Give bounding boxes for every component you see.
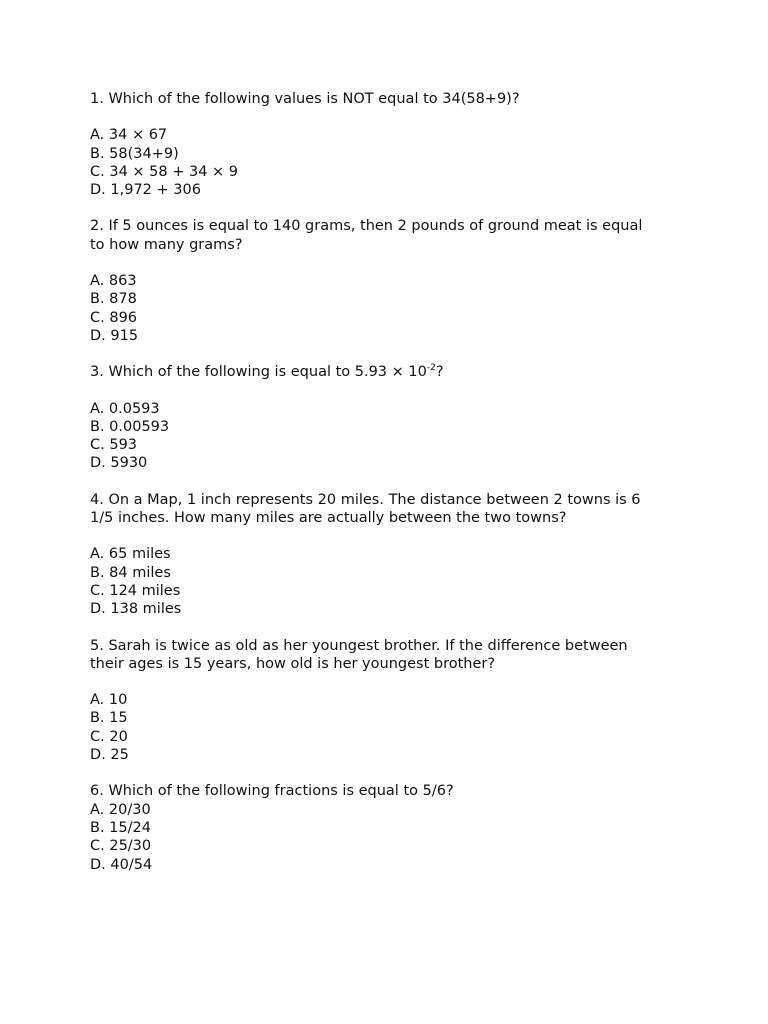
question-5-option-c: C. 20 bbox=[90, 728, 128, 745]
question-1-option-d: D. 1,972 + 306 bbox=[90, 182, 201, 199]
question-4-option-c: C. 124 miles bbox=[90, 582, 181, 599]
question-2-options bbox=[90, 272, 690, 345]
question-4-options bbox=[90, 545, 690, 618]
question-2-text-line-2: to how many grams? bbox=[90, 236, 243, 253]
question-1-option-b: B. 58(34+9) bbox=[90, 145, 179, 162]
question-3-text bbox=[90, 363, 690, 381]
question-6-options bbox=[90, 801, 690, 874]
question-3-options bbox=[90, 400, 690, 473]
question-4-text bbox=[90, 491, 690, 528]
question-6-text: 6. Which of the following fractions is equal to 5/6? bbox=[90, 783, 454, 800]
question-4-option-d: D. 138 miles bbox=[90, 601, 182, 618]
question-1 bbox=[90, 90, 690, 199]
question-3 bbox=[90, 363, 690, 472]
question-6-option-a: A. 20/30 bbox=[90, 801, 151, 818]
question-2-option-d: D. 915 bbox=[90, 327, 139, 344]
question-5-options bbox=[90, 691, 690, 764]
question-2-option-a: A. 863 bbox=[90, 273, 137, 290]
question-1-option-a: A. 34 × 67 bbox=[90, 127, 168, 144]
question-5-text-line-2: their ages is 15 years, how old is her youngest brother? bbox=[90, 655, 496, 672]
question-3-option-b: B. 0.00593 bbox=[90, 418, 170, 435]
question-2 bbox=[90, 217, 690, 345]
question-5-text-line-1: 5. Sarah is twice as old as her youngest brother. If the difference between bbox=[90, 637, 628, 654]
question-3-exponent: -2 bbox=[426, 363, 436, 374]
question-5-option-b: B. 15 bbox=[90, 710, 128, 727]
question-3-text-suffix: ? bbox=[435, 364, 444, 381]
question-4-text-line-2: 1/5 inches. How many miles are actually between the two towns? bbox=[90, 510, 567, 527]
question-3-option-c: C. 593 bbox=[90, 437, 138, 454]
question-4-option-a: A. 65 miles bbox=[90, 546, 171, 563]
question-5-text bbox=[90, 637, 690, 674]
question-4-text-line-1: 4. On a Map, 1 inch represents 20 miles. The distance between 2 towns is 6 bbox=[90, 491, 641, 508]
question-6-option-d: D. 40/54 bbox=[90, 856, 153, 873]
question-3-text-prefix: 3. Which of the following is equal to 5.93 × 10 bbox=[90, 364, 427, 381]
question-4 bbox=[90, 491, 690, 619]
question-6-option-c: C. 25/30 bbox=[90, 838, 152, 855]
question-1-option-c: C. 34 × 58 + 34 × 9 bbox=[90, 163, 239, 180]
question-5-option-a: A. 10 bbox=[90, 692, 128, 709]
question-2-text-line-1: 2. If 5 ounces is equal to 140 grams, then 2 pounds of ground meat is equal bbox=[90, 218, 643, 235]
question-1-options bbox=[90, 126, 690, 199]
question-6-option-b: B. 15/24 bbox=[90, 819, 151, 836]
question-2-option-c: C. 896 bbox=[90, 309, 138, 326]
question-2-text bbox=[90, 217, 690, 254]
question-5-option-d: D. 25 bbox=[90, 747, 129, 764]
question-3-option-d: D. 5930 bbox=[90, 455, 148, 472]
quiz-page bbox=[90, 90, 690, 892]
question-5 bbox=[90, 637, 690, 765]
question-3-option-a: A. 0.0593 bbox=[90, 400, 160, 417]
question-1-text: 1. Which of the following values is NOT equal to 34(58+9)? bbox=[90, 91, 520, 107]
question-2-option-b: B. 878 bbox=[90, 291, 137, 308]
question-6 bbox=[90, 782, 690, 873]
question-4-option-b: B. 84 miles bbox=[90, 564, 171, 581]
